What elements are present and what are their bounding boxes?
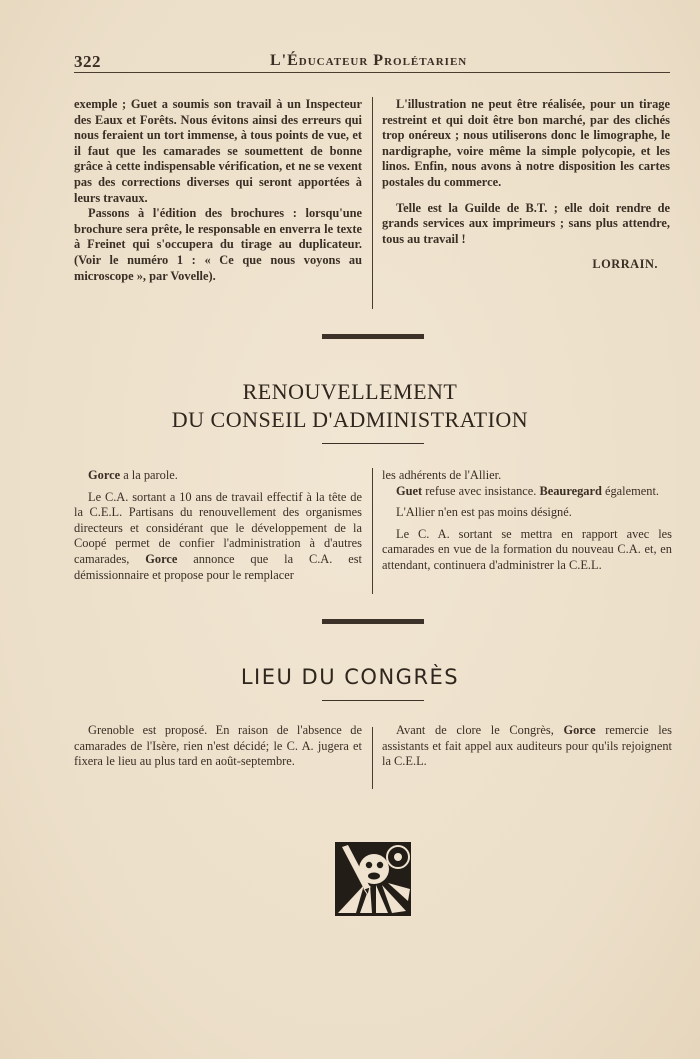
author-signature: LORRAIN. bbox=[592, 257, 658, 272]
section-body bbox=[74, 723, 672, 793]
section-body bbox=[74, 468, 672, 598]
paragraph bbox=[382, 484, 672, 500]
section-separator bbox=[322, 619, 424, 624]
article-continuation bbox=[74, 97, 670, 312]
left-column bbox=[74, 723, 362, 770]
column-divider bbox=[372, 97, 373, 309]
speaker-name: Gorce bbox=[88, 468, 121, 482]
column-divider bbox=[372, 727, 373, 789]
left-column bbox=[74, 468, 362, 583]
page-number: 322 bbox=[74, 52, 101, 71]
paragraph-text: a la parole. bbox=[120, 468, 178, 482]
left-column bbox=[74, 97, 362, 284]
journal-title: L'Éducateur Prolétarien bbox=[270, 52, 468, 69]
column-divider bbox=[372, 468, 373, 594]
paragraph: Telle est la Guilde de B.T. ; elle doit rendre de grands services aux imprimeurs ; sans plus attendre, tous au travail ! bbox=[382, 200, 670, 246]
title-underline bbox=[322, 443, 424, 444]
paragraph: Le C. A. sortant se mettra en rapport avec les camarades en vue de la formation du nouveau C.A. et, en attendant, continuera d'administrer la C.E.L. bbox=[382, 526, 672, 572]
paragraph-text: annonce que la C.A. est démissionnaire et propose pour le remplacer bbox=[74, 551, 362, 582]
paragraph-text: Le C.A. sortant a 10 ans de travail effectif à la tête de la C.E.L. Partisans du renouvellement des organismes directeurs et considérant que le développement de la Coopé permet de confier l'administration à d'autres camarades, bbox=[74, 489, 362, 566]
right-column bbox=[382, 97, 670, 273]
cel-emblem-icon bbox=[334, 841, 412, 917]
paragraph: Grenoble est proposé. En raison de l'absence de camarades de l'Isère, rien n'est décidé; le C. A. jugera et fixera le lieu au plus tard en août-septembre. bbox=[74, 723, 362, 769]
paragraph: Passons à l'édition des brochures : lorsqu'une brochure sera prête, le responsable en enverra le texte à Freinet qui s'occupera du tirage au duplicateur. (Voir le numéro 1 : « Ce que nous voyons au microscope », par Vovelle). bbox=[74, 206, 362, 283]
paragraph bbox=[382, 723, 672, 770]
paragraph: L'illustration ne peut être réalisée, pour un tirage restreint et qui doit être bon marché, par des clichés trop onéreux ; nous utiliserons donc le limographe, le nardigraphe, voire même la simple polycopie, et les linos. Enfin, nous avons à notre disposition les cartes postales du commerce. bbox=[382, 97, 670, 189]
section-title-line2: DU CONSEIL D'ADMINISTRATION bbox=[171, 407, 529, 432]
paragraph-text: refuse avec insistance. bbox=[422, 483, 540, 498]
speaker-name: Beauregard bbox=[539, 483, 602, 498]
paragraph: exemple ; Guet a soumis son travail à un Inspecteur des Eaux et Forêts. Nous évitons ainsi des erreurs qui nous feraient un tort immense, à tous points de vue, et il faut que les camarades se soumettent de bonne grâce à cette indispensable vérification, et ne se vexent pas des corrections diverses qui seront apportées à leurs travaux. bbox=[74, 97, 362, 205]
section-title: LIEU DU CONGRÈS bbox=[240, 665, 460, 689]
paragraph: les adhérents de l'Allier. bbox=[382, 468, 502, 482]
paragraph-text: également. bbox=[601, 483, 659, 498]
speaker-name: Gorce bbox=[145, 551, 178, 566]
section-separator bbox=[322, 334, 424, 339]
header-rule bbox=[74, 72, 670, 73]
speaker-name: Guet bbox=[396, 483, 423, 498]
paragraph bbox=[74, 490, 362, 584]
paragraph-text: remercie les assistants et fait appel aux auditeurs pour qu'ils rejoignent la C.E.L. bbox=[382, 723, 672, 769]
paragraph: L'Allier n'en est pas moins désigné. bbox=[396, 505, 572, 520]
paragraph-text: Avant de clore le Congrès, bbox=[396, 723, 564, 737]
section-title-line1: RENOUVELLEMENT bbox=[242, 379, 458, 404]
right-column bbox=[382, 468, 672, 574]
paragraph bbox=[74, 468, 362, 484]
speaker-name: Gorce bbox=[563, 723, 596, 737]
title-underline bbox=[322, 700, 424, 701]
right-column bbox=[382, 723, 672, 770]
running-header bbox=[74, 50, 670, 74]
